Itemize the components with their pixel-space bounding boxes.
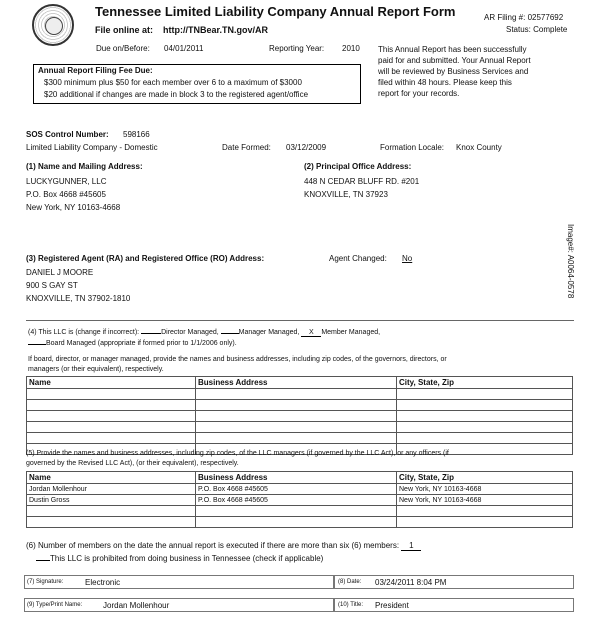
formation-locale: Knox County [456, 143, 502, 152]
agent-changed-value: No [402, 254, 413, 263]
board-managed-line: Board Managed (appropriate if formed prior to 1/1/2006 only). [28, 340, 237, 347]
formation-locale-label: Formation Locale: [380, 143, 445, 152]
manager-managed: Manager Managed, [238, 329, 300, 336]
due-label: Due on/Before: [96, 44, 150, 53]
tennessee-state-seal [32, 4, 74, 46]
image-number: Image#: A0064-0578 [566, 224, 575, 299]
agent-changed-label: Agent Changed: [329, 254, 387, 263]
table-header-row [27, 472, 573, 484]
principal-office-heading: (2) Principal Office Address: [304, 162, 412, 171]
mailing-address-heading: (1) Name and Mailing Address: [26, 162, 143, 171]
filing-status: Status: Complete [506, 25, 568, 34]
registered-agent-address: DANIEL J MOORE 900 S GAY ST KNOXVILLE, TN 37902-1810 [26, 268, 131, 303]
fee-line-2: $20 additional if changes are made in block 3 to the registered agent/office [44, 90, 309, 99]
officers-table [26, 471, 573, 528]
fee-title: Annual Report Filing Fee Due: [38, 66, 153, 75]
table-row [27, 506, 573, 517]
column-header: Name [27, 472, 196, 484]
filing-fee-box [33, 64, 361, 104]
table-row [27, 411, 573, 422]
date-formed-label: Date Formed: [222, 143, 271, 152]
submission-notice: This Annual Report has been successfully paid for and submitted. Your Annual Report will be reviewed by Business Services and filed within 48 hours. Please keep this report for your records. [378, 45, 531, 98]
principal-office-address: 448 N CEDAR BLUFF RD. #201 KNOXVILLE, TN 37923 [304, 177, 420, 199]
registered-agent-heading: (3) Registered Agent (RA) and Registered Office (RO) Address: [26, 254, 265, 263]
date-box [334, 575, 574, 589]
sos-control-label: SOS Control Number: [26, 130, 109, 139]
table-header-row [27, 377, 573, 389]
table-row [27, 433, 573, 444]
table-row: Jordan Mollenhour P.O. Box 4668 #45605 New York, NY 10163-4668 [27, 484, 573, 495]
column-header: Business Address [196, 377, 397, 389]
date-label: (8) Date: [338, 579, 362, 585]
title-label: (10) Title: [338, 602, 364, 608]
table-row [27, 389, 573, 400]
file-online-label: File online at: [95, 25, 154, 35]
prohibited-line: This LLC is prohibited from doing business in Tennessee (check if applicable) [36, 554, 323, 563]
title-box [334, 598, 574, 612]
column-header: Business Address [196, 472, 397, 484]
member-count-line: (6) Number of members on the date the annual report is executed if there are more than six (6) members: 1 [26, 541, 421, 551]
management-type-line: (4) This LLC is (change if incorrect): Director Managed, Manager Managed, X Member Managed, [28, 329, 381, 336]
print-name-value: Jordan Mollenhour [103, 601, 170, 610]
director-managed: Director Managed, [161, 329, 219, 336]
member-managed-mark: X [301, 329, 321, 337]
table-row: Dustin Gross P.O. Box 4668 #45605 New York, NY 10163-4668 [27, 495, 573, 506]
date-formed: 03/12/2009 [286, 143, 327, 152]
file-online-url[interactable]: http://TNBear.TN.gov/AR [163, 25, 268, 35]
column-header: City, State, Zip [397, 377, 573, 389]
reporting-year: 2010 [342, 44, 360, 53]
ar-filing-number: AR Filing #: 02577692 [484, 13, 564, 22]
signature-label: (7) Signature: [27, 579, 64, 585]
member-managed: Member Managed, [321, 329, 381, 336]
column-header: City, State, Zip [397, 472, 573, 484]
table-row [27, 400, 573, 411]
reporting-year-label: Reporting Year: [269, 44, 325, 53]
prohibited-checkbox[interactable] [36, 560, 50, 561]
date-value: 03/24/2011 8:04 PM [375, 578, 447, 587]
managers-table [26, 376, 573, 455]
board-instruction: If board, director, or manager managed, provide the names and business addresses, including zip codes, of the governors, directors, or managers (or their equivalent), respectively. [28, 356, 447, 373]
company-type: Limited Liability Company - Domestic [26, 143, 158, 152]
due-date: 04/01/2011 [164, 44, 204, 53]
mailing-address: LUCKYGUNNER, LLC P.O. Box 4668 #45605 New York, NY 10163-4668 [26, 177, 121, 212]
print-name-box [24, 598, 334, 612]
officers-instruction: (5) Provide the names and business addresses, including zip codes, of the LLC managers (if governed by the LLC Act), or any officers (if governed by the Revised LLC Act), (or their equivalent), respectively. [26, 450, 449, 467]
signature-value: Electronic [85, 578, 121, 587]
table-row [27, 517, 573, 528]
form-title: Tennessee Limited Liability Company Annual Report Form [95, 4, 456, 19]
print-name-label: (9) Type/Print Name: [27, 602, 83, 608]
fee-line-1: $300 minimum plus $50 for each member over 6 to a maximum of $3000 [44, 78, 302, 87]
member-count-value: 1 [401, 541, 421, 551]
table-row [27, 422, 573, 433]
column-header: Name [27, 377, 196, 389]
signature-box [24, 575, 334, 589]
sos-control-number: 598166 [123, 130, 150, 139]
title-value: President [375, 601, 409, 610]
section-divider [26, 320, 574, 321]
